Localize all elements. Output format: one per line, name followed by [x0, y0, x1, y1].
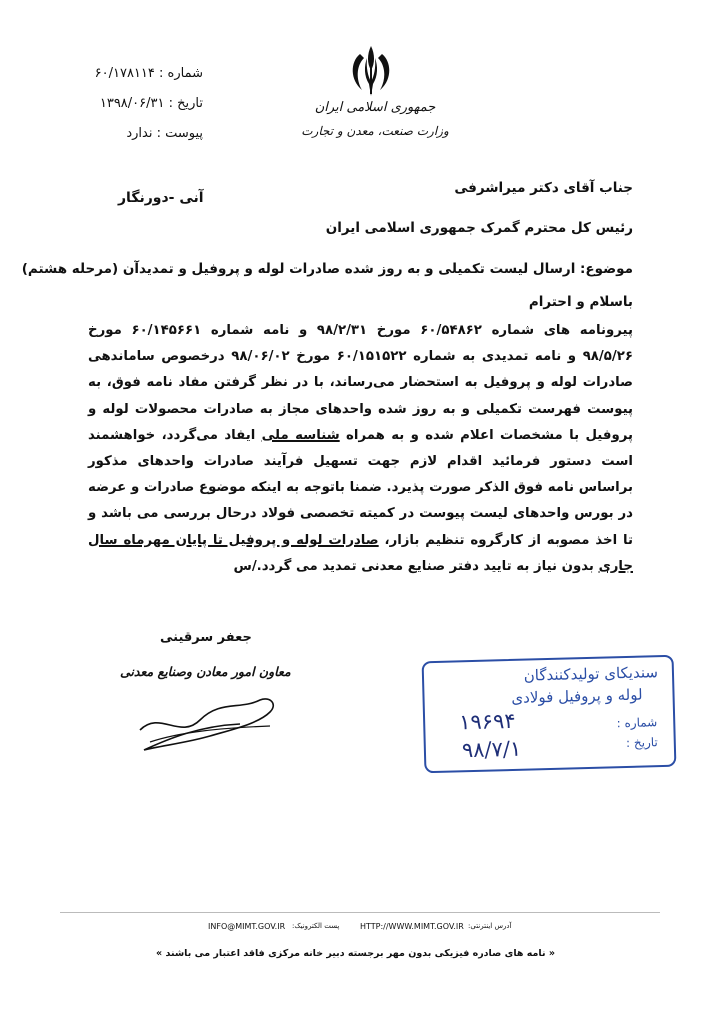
- greeting: باسلام و احترام: [528, 294, 633, 310]
- signatory-name: جعفر سرقینی: [160, 630, 252, 645]
- body-part-1: پیرونامه های شماره ۶۰/۵۴۸۶۲ مورخ ۹۸/۲/۳۱ و نامه شماره ۶۰/۱۴۵۶۶۱ مورخ ۹۸/۵/۲۶ و نامه تمدیدی به شماره ۶۰/۱۵۱۵۲۲ مورخ ۹۸/۰۶/۰۲ درخصوص ساماندهی صادرات لوله و پروفیل به استحضار می‌رساند، با در نظر گرفتن مفاد نامه فوق، به پیوست فهرست تکمیلی و به روز شده واحدهای مجاز به صادرات محصولات لوله و پروفیل با مشخصات اعلام شده و به همراه: [88, 323, 633, 443]
- letter-body: [88, 318, 633, 580]
- export-extension-emphasis: صادرات لوله و پروفیل تا پایان مهرماه سال جاری: [88, 532, 633, 574]
- signatory-title: معاون امور معادن وصنایع معدنی: [120, 664, 291, 679]
- footer-divider: [60, 912, 660, 913]
- syndicate-receipt-stamp: [422, 655, 677, 774]
- footer-email-label: پست الکترونیک:: [292, 922, 340, 930]
- stamp-date-value: ۹۸/۷/۱: [461, 736, 522, 763]
- stamp-number-value: ۱۹۶۹۴: [458, 708, 516, 735]
- stamp-date-label: تاریخ :: [625, 735, 658, 750]
- stamp-number-label: شماره :: [616, 715, 658, 731]
- letter-subject: موضوع: ارسال لیست تکمیلی و به روز شده صادرات لوله و پروفیل و تمدیدآن (مرحله هشتم): [21, 261, 633, 277]
- letter-date: تاریخ : ۱۳۹۸/۰۶/۳۱: [99, 96, 203, 111]
- recipient-name: جناب آقای دکتر میراشرفی: [454, 180, 633, 196]
- letterhead-ministry: وزارت صنعت، معدن و تجارت: [301, 124, 449, 138]
- body-part-2: ایفاد می‌گردد، خواهشمند است دستور فرمائید اقدام لازم جهت تسهیل فرآیند صادرات واحدهای مذکور براساس نامه فوق الذکر صورت پذیرد. ضمنا باتوجه به اینکه موضوع صادرات و عرضه در بورس واحدهای لیست پیوست در کمیته تخصصی فولاد درحال بررسی می باشد و تا اخذ مصوبه از کارگروه تنظیم بازار،: [88, 427, 633, 548]
- national-id-emphasis: شناسه ملی: [261, 427, 340, 443]
- body-part-3: بدون نیاز به تایید دفتر صنایع معدنی تمدید می گردد./س: [233, 558, 594, 574]
- stamp-org-line1: سندیکای تولیدکنندگان: [523, 663, 659, 685]
- letterhead-country: جمهوری اسلامی ایران: [314, 100, 436, 115]
- stamp-org-line2: لوله و پروفیل فولادی: [511, 685, 643, 707]
- recipient-title: رئیس کل محترم گمرک جمهوری اسلامی ایران: [325, 220, 633, 236]
- letter-number: شماره : ۶۰/۱۷۸۱۱۴: [94, 66, 203, 81]
- iran-emblem-icon: [340, 40, 402, 102]
- letter-attachment: پیوست : ندارد: [126, 126, 203, 141]
- footer-website: HTTP://WWW.MIMT.GOV.IR: [360, 922, 464, 931]
- footer-notice: « نامه های صادره فیزیکی بدون مهر برجسته دبیر خانه مرکزی فاقد اعتبار می باشند »: [156, 948, 555, 959]
- handwritten-signature: [120, 680, 290, 760]
- urgency-annotation: آنی -دورنگار: [118, 190, 204, 206]
- footer-email: INFO@MIMT.GOV.IR: [208, 922, 286, 931]
- footer-website-label: آدرس اینترنتی:: [468, 922, 512, 930]
